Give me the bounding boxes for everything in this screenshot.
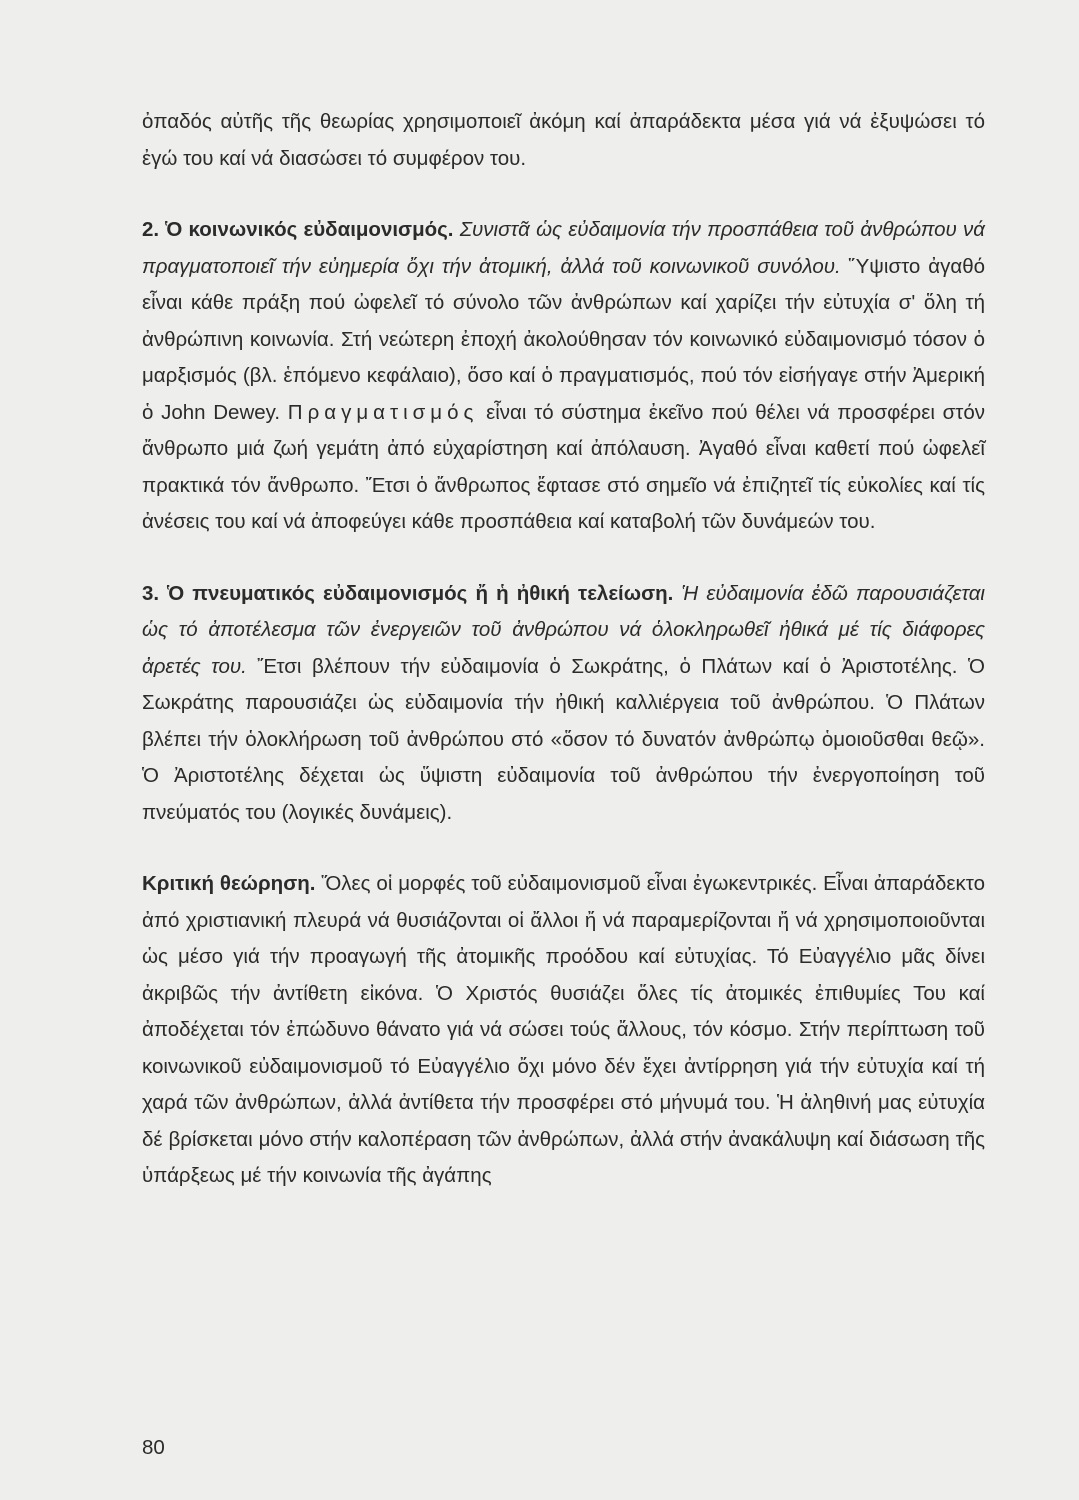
section-social-eudaemonism bbox=[142, 212, 985, 541]
italic-definition: Ἡ εὐδαιμονία ἐδῶ παρουσιάζεται ὡς τό ἀποτέλεσμα τῶν ἐνεργειῶν τοῦ ἀνθρώπου νά ὁλοκληρωθεῖ ἠθικά μέ τίς διάφορες ἀρετές του. bbox=[142, 581, 985, 678]
section-number: 3. bbox=[142, 581, 168, 605]
section-text: εἶναι τό σύστημα ἐκεῖνο πού θέλει νά προσφέρει στόν ἄνθρωπο μιά ζωή γεμάτη ἀπό εὐχαρίστηση καί ἀπόλαυση. Ἀγαθό εἶναι καθετί πού ὠφελεῖ πρακτικά τόν ἄνθρωπο. Ἔτσι ὁ ἄνθρωπος ἔφτασε στό σημεῖο νά ἐπιζητεῖ τίς εὐκολίες καί τίς ἀνέσεις του καί νά ἀποφεύγει κάθε προσπάθεια καί καταβολή τῶν δυνάμεών του. bbox=[142, 400, 985, 533]
page-number: 80 bbox=[142, 1436, 165, 1459]
italic-definition: Συνιστᾶ ὡς εὐδαιμονία τήν προσπάθεια τοῦ ἀνθρώπου νά πραγματοποιεῖ τήν εὐημερία ὄχι τήν ἀτομική, ἀλλά τοῦ κοινωνικοῦ συνόλου. bbox=[142, 218, 985, 278]
spaced-term: Πραγματισμός bbox=[287, 400, 479, 424]
paragraph-continuation: ὀπαδός αὐτῆς τῆς θεωρίας χρησιμοποιεῖ ἀκόμη καί ἀπαράδεκτα μέσα γιά νά ἐξυψώσει τό ἐγώ του καί νά διασώσει τό συμφέρον του. bbox=[142, 110, 985, 170]
section-spiritual-eudaemonism bbox=[142, 576, 985, 832]
section-text: Ἔτσι βλέπουν τήν εὐδαιμονία ὁ Σωκράτης, ὁ Πλάτων καί ὁ Ἀριστοτέλης. Ὁ Σωκράτης παρουσιάζει ὡς εὐδαιμονία τήν ἠθική καλλιέργεια τοῦ ἀνθρώπου. Ὁ Πλάτων βλέπει τήν ὁλοκλήρωση τοῦ ἀνθρώπου στό «ὅσον τό δυνατόν ἀνθρώπῳ ὁμοιοῦσθαι θεῷ». Ὁ Ἀριστοτέλης δέχεται ὡς ὕψιστη εὐδαιμονία τοῦ ἀνθρώπου τήν ἐνεργοποίηση τοῦ πνεύματός του (λογικές δυνάμεις). bbox=[142, 654, 986, 824]
section-number: 2. bbox=[142, 218, 166, 241]
section-heading: Ὁ πνευματικός εὐδαιμονισμός ἤ ἡ ἠθική τελείωση. bbox=[167, 581, 674, 605]
body-text bbox=[142, 104, 985, 1195]
section-text: Ὕψιστο ἀγαθό εἶναι κάθε πράξη πού ὠφελεῖ τό σύνολο τῶν ἀνθρώπων καί χαρίζει τήν εὐτυχία σ' ὅλη τή ἀνθρώπινη κοινωνία. Στή νεώτερη ἐποχή ἀκολούθησαν τόν κοινωνικό εὐδαιμονισμό τόσον ὁ μαρξισμός (βλ. ἑπόμενο κεφάλαιο), ὅσο καί ὁ πραγματισμός, πού τόν εἰσήγαγε στήν Ἀμερική ὁ John Dewey. bbox=[142, 254, 986, 424]
section-critique bbox=[142, 866, 985, 1195]
section-text: Ὅλες οἱ μορφές τοῦ εὐδαιμονισμοῦ εἶναι ἐγωκεντρικές. Εἶναι ἀπαράδεκτο ἀπό χριστιανική πλευρά νά θυσιάζονται οἱ ἄλλοι ἤ νά παραμερίζονται ἤ νά χρησιμοποιοῦνται ὡς μέσο γιά τήν προαγωγή τῆς ἀτομικῆς προόδου καί εὐτυχίας. Τό Εὐαγγέλιο μᾶς δίνει ἀκριβῶς τήν ἀντίθετη εἰκόνα. Ὁ Χριστός θυσιάζει ὅλες τίς ἀτομικές ἐπιθυμίες Του καί ἀποδέχεται τόν ἐπώδυνο θάνατο γιά νά σώσει τούς ἄλλους, τόν κόσμο. Στήν περίπτωση τοῦ κοινωνικοῦ εὐδαιμονισμοῦ τό Εὐαγγέλιο ὄχι μόνο δέν ἔχει ἀντίρρηση γιά τήν εὐτυχία καί τή χαρά τῶν ἀνθρώπων, ἀλλά ἀντίθετα τήν προσφέρει στό μήνυμά του. Ἡ ἀληθινή μας εὐτυχία δέ βρίσκεται μόνο στήν καλοπέραση τῶν ἀνθρώπων, ἀλλά στήν ἀνακάλυψη καί διάσωση τῆς ὑπάρξεως μέ τήν κοινωνία τῆς ἀγάπης bbox=[142, 872, 986, 1187]
section-heading: Ὁ κοινωνικός εὐδαιμονισμός. bbox=[165, 218, 454, 241]
section-heading: Κριτική θεώρηση. bbox=[142, 872, 316, 895]
